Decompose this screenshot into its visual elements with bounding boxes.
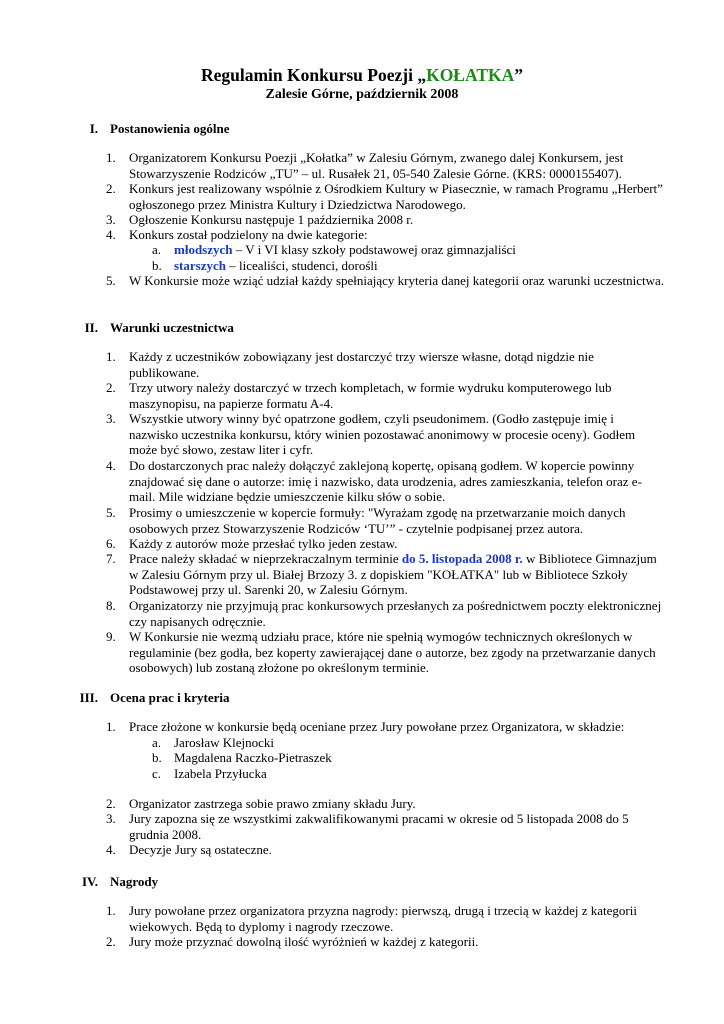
jury-member: c. Izabela Przyłucka xyxy=(152,766,267,781)
list-item: 4. Do dostarczonych prac należy dołączyć zaklejoną kopertę, opisaną godłem. W kopercie powinny znajdować się dane o autorze: imię i nazwisko, data urodzenia, adres zamieszkania, telefon oraz e-mail. Mile widziane będzie umieszczenie kilku słów o sobie. xyxy=(106,458,642,505)
list-item: 2. Konkurs jest realizowany wspólnie z Ośrodkiem Kultury w Piasecznie, w ramach Programu „Herbert” ogłoszonego przez Ministra Kultury i Dziedzictwa Narodowego. xyxy=(106,181,663,212)
list-item: 1. Każdy z uczestników zobowiązany jest dostarczyć trzy wiersze własne, dotąd nigdzie nie publikowane. xyxy=(106,349,594,380)
category-name: młodszych xyxy=(174,242,233,257)
list-item: 1. Jury powołane przez organizatora przyzna nagrody: pierwszą, drugą i trzecią w każdej z kategorii wiekowych. Będą to dyplomy i nagrody rzeczowe. xyxy=(106,903,637,934)
list-item: 6. Każdy z autorów może przesłać tylko jeden zestaw. xyxy=(106,536,398,551)
document-subtitle: Zalesie Górne, październik 2008 xyxy=(265,87,459,102)
section-heading: I. Postanowienia ogólne xyxy=(89,121,230,136)
list-item: 1. Organizatorem Konkursu Poezji „Kołatka” w Zalesiu Górnym, zwanego dalej Konkursem, jest Stowarzyszenie Rodziców „TU” – ul. Rusałek 21, 05-540 Zalesie Górne. (KRS: 0000155407). xyxy=(106,150,624,181)
list-item: 3. Jury zapozna się ze wszystkimi zakwalifikowanymi pracami w okresie od 5 listopada 2008 do 5 grudnia 2008. xyxy=(106,811,629,842)
list-item: 2. Trzy utwory należy dostarczyć w trzech kompletach, w formie wydruku komputerowego lub maszynopisu, na papierze formatu A-4. xyxy=(106,380,612,411)
jury-member: b. Magdalena Raczko-Pietraszek xyxy=(152,750,332,765)
list-item: 1. Prace złożone w konkursie będą oceniane przez Jury powołane przez Organizatora, w składzie: xyxy=(106,719,625,734)
list-item: 3. Wszystkie utwory winny być opatrzone godłem, czyli pseudonimem. (Godło zastępuje imię i nazwisko uczestnika konkursu, który winien pozostawać anonimowy w procesie oceny). Godłem może być słowo, zestaw liter i cyfr. xyxy=(106,411,636,458)
section-heading: III. Ocena prac i kryteria xyxy=(79,690,230,705)
category-name: starszych xyxy=(174,258,226,273)
list-item: 4. Decyzje Jury są ostateczne. xyxy=(106,842,272,857)
list-item: 9. W Konkursie nie wezmą udziału prace, które nie spełnią wymogów technicznych określonych w regulaminie (bez godła, bez koperty zawierającej dane o autorze, bez zgody na przetwarzanie danych osobowych) lub zostaną złożone po określonym terminie. xyxy=(106,629,656,676)
document-title: Regulamin Konkursu Poezji „KOŁATKA” xyxy=(200,65,523,85)
section-heading: II. Warunki uczestnictwa xyxy=(84,320,234,335)
deadline: do 5. listopada 2008 r. xyxy=(401,551,523,566)
list-item: 7. Prace należy składać w nieprzekraczalnym terminie do 5. listopada 2008 r. w Bibliotece Gimnazjum w Zalesiu Górnym przy ul. Białej Brzozy 3. z dopiskiem "KOŁATKA" lub w Bibliotece Szkoły Podstawowej przy ul. Sarenki 20, w Zalesiu Górnym. xyxy=(106,551,657,598)
brand-name: KOŁATKA xyxy=(426,65,515,85)
list-item: 2. Organizator zastrzega sobie prawo zmiany składu Jury. xyxy=(106,796,416,811)
list-item: 3. Ogłoszenie Konkursu następuje 1 października 2008 r. xyxy=(106,212,414,227)
category-item: a. młodszych – V i VI klasy szkoły podstawowej oraz gimnazjaliści xyxy=(152,242,516,257)
list-item: 8. Organizatorzy nie przyjmują prac konkursowych przesłanych za pośrednictwem poczty elektronicznej czy napisanych odręcznie. xyxy=(106,598,662,629)
list-item: 4. Konkurs został podzielony na dwie kategorie: xyxy=(106,227,368,242)
list-item: 5. W Konkursie może wziąć udział każdy spełniający kryteria danej kategorii oraz warunki uczestnictwa. xyxy=(106,273,665,288)
category-item: b. starszych – licealiści, studenci, dorośli xyxy=(152,258,378,273)
list-item: 2. Jury może przyznać dowolną ilość wyróżnień w każdej z kategorii. xyxy=(106,934,479,949)
section-heading: IV. Nagrody xyxy=(81,874,159,889)
list-item: 5. Prosimy o umieszczenie w kopercie formuły: "Wyrażam zgodę na przetwarzanie moich danych osobowych przez Stowarzyszenie Rodziców ‘TU’” - czytelnie podpisanej przez autora. xyxy=(106,505,626,536)
jury-member: a. Jarosław Klejnocki xyxy=(152,735,275,750)
